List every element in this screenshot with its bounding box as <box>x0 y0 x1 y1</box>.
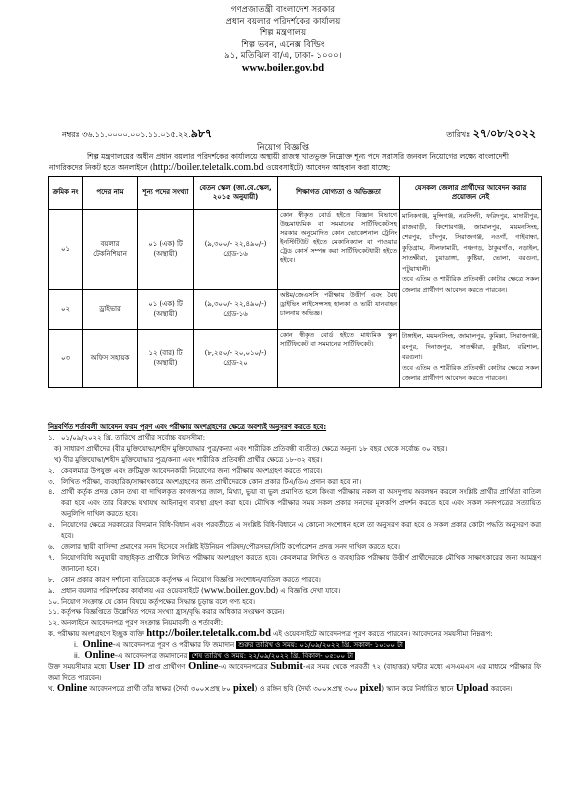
term-number: ১২. <box>48 619 60 628</box>
col-post: পদের নাম <box>83 177 138 210</box>
term-text: খ) বীর মুক্তিযোদ্ধা/শহীদ মুক্তিযোদ্ধার পুত্র/কন্যা এবং শারীরিক প্রতিবন্ধী প্রার্থীর ক্ষেত্রে ১৮-৩২ বছর। <box>54 455 323 464</box>
districts-cell-1-2 <box>400 210 542 330</box>
row-scale: (৯,৩০০/- ২২,৪৯০/-) গ্রেড-১৬ <box>194 210 278 290</box>
building-name: শিল্প ভবন, এনেক্স বিল্ডিং <box>241 39 325 50</box>
userid-text: উক্ত সময়সীমার মধ্যে <box>48 662 110 671</box>
term-number: ১০. <box>48 597 60 606</box>
col-scale: বেতন স্কেল (জা.বে.স্কেল, ২০১৫ অনুযায়ী) <box>194 177 278 210</box>
term-item <box>48 433 541 444</box>
row-qualification: অষ্টম/জেএসসি পরীক্ষায় উত্তীর্ণ এবং বৈধ ড্রাইভিং লাইসেন্সসহ হালকা ও ভারী যানবাহন চালনায় অভিজ্ঞ। <box>278 290 400 330</box>
term-number: ৭. <box>48 553 55 562</box>
table-header-row <box>49 177 542 210</box>
kha-text: আবেদনপত্রে প্রার্থী তাঁর স্বাক্ষর (দৈর্ঘ্য ৩০০×প্রস্থ ৮০ <box>87 684 233 693</box>
row-vacancy: ০১ (এক) টি (অস্থায়ী) <box>138 290 194 330</box>
online-word: Online <box>82 639 113 651</box>
term-number: ৮. <box>48 575 55 584</box>
term-text <box>61 586 541 597</box>
pixel-word: pixel <box>359 682 382 694</box>
districts-note: তবে এতিম ও শারীরিক প্রতিবন্ধী কোটার ক্ষেত্রে সকল জেলার প্রার্থীগণ আবেদন করতে পারবেন। <box>402 275 539 294</box>
website-link[interactable]: www.boiler.gov.bd <box>241 62 325 74</box>
term-number: ৯. <box>48 586 55 595</box>
term-text: কেবলমাত্র উপযুক্ত এবং ক্রটিমুক্ত আবেদনকারী নিয়োগের জন্য পরীক্ষায় অংশগ্রহণ করতে পারবে। <box>61 466 323 475</box>
term-text: কোন প্রকার কারণ দর্শানো ব্যতিরেকে কর্তৃপক্ষ এ নিয়োগ বিজ্ঞপ্তি সংশোধন/বাতিল করতে পারবে। <box>61 575 321 584</box>
term-text: নিয়োগবিধি অনুযায়ী বাছাইকৃত প্রার্থীকে লিখিত পরীক্ষায় অংশগ্রহণ করতে হবে। কেবলমাত্র লিখিত ও ব্যবহারিক পরীক্ষায় উত্তীর্ণ প্রার্থীদেরকে মৌখিক সাক্ষাৎকারের জন্য আমন্ত্রণ জানানো হবে। <box>61 553 541 573</box>
districts-note: তবে এতিম ও শারীরিক প্রতিবন্ধী কোটার ক্ষেত্রে সকল জেলার প্রার্থীগণ আবেদন করতে পারবেন। <box>402 363 539 382</box>
pixel-word: pixel <box>232 682 255 694</box>
schedule-text: -এ আবেদনপত্র পূরণ ও পরীক্ষার ফি জমাদান <box>112 641 235 650</box>
row-scale: (৯,৩০০/- ২২,৪৯০/-) গ্রেড-১৬ <box>194 290 278 330</box>
term-text: ০১/০৯/২০২২ খ্রি. তারিখে প্রার্থীর সর্বোচ্চ বয়সসীমা: <box>61 433 206 442</box>
term-text: নিয়োগ সংক্রান্ত যে কোন বিষয়ে কর্তৃপক্ষের সিদ্ধান্ত চূড়ান্ত বলে গণ্য হবে। <box>61 597 255 606</box>
col-vacancy: শূন্য পদের সংখ্যা <box>138 177 194 210</box>
kha-text: ) স্ক্যান করে নির্ধারিত স্থানে <box>381 684 456 693</box>
date-value: ২৭/০৮/২০২২ <box>472 128 536 140</box>
term-item <box>48 586 541 597</box>
term-item <box>48 597 541 608</box>
row-serial: ০২ <box>49 290 83 330</box>
term-item <box>48 542 541 553</box>
kha-text: করবেন। <box>488 684 513 693</box>
teletalk-link[interactable]: http://boiler.teletalk.com.bd <box>146 628 271 640</box>
term-subitem <box>48 444 541 455</box>
term-text: ক) সাধারণ প্রার্থীদের (বীর মুক্তিযোদ্ধা/শহীদ মুক্তিযোদ্ধার পুত্র/কন্যা এবং শারীরিক প্রতিবন্ধী ব্যতীত) ক্ষেত্রে অনুন্য ১৮ বছর থেকে সর্বোচ্চ ৩০ বছর। <box>54 444 448 453</box>
submit-word: Submit <box>270 660 303 672</box>
schedule-label: i. <box>74 641 79 650</box>
schedule-text: -এ আবেদনপত্র জমাদানের <box>114 652 188 661</box>
memo-label: নম্বরঃ ৩৬.১১.০০০০.০০১.১১.০১৫.২২. <box>62 130 191 139</box>
ka-text-a: ক. পরীক্ষায় অংশগ্রহণে ইচ্ছুক ব্যক্তি <box>48 630 147 639</box>
row-scale: (৮,২৫০/- ২০,০১০/-) গ্রেড-২০ <box>194 330 278 388</box>
row-qualification: কোন স্বীকৃত বোর্ড হইতে বিজ্ঞান বিভাগে উচ্চমাধ্যমিক বা সমমানের সার্টিফিকেটসহ সরকার অনুমোদিত কোন ভোকেশনাল ট্রেনিং ইনস্টিটিউট হইতে মেকানিক্যাল বা পাওয়ার ট্রেড কোর্স সম্পন্ন করা সার্টিফিকেটধারী হইতে হইবে। <box>278 210 400 290</box>
userid-text: -এর সময় থেকে পরবর্তী ৭২ (বাহাত্তর) ঘন্টার মধ্যে এসএমএস এর মাধ্যমে পরীক্ষার ফি জমা দিতে পারবেন। <box>48 662 541 682</box>
row-serial: ০১ <box>49 210 83 290</box>
row-serial: ০৩ <box>49 330 83 388</box>
term-text: কর্তৃপক্ষ বিজ্ঞপ্তিতে উল্লেখিত পদের সংখ্যা হ্রাস/বৃদ্ধি করার অধিকার সংরক্ষণ করেন। <box>61 608 285 617</box>
term-item <box>48 477 541 488</box>
term-number: ১. <box>48 433 55 442</box>
term-item <box>48 520 541 542</box>
term-item <box>48 607 541 618</box>
term-text-a: প্রধান বয়লার পরিদর্শকের কার্যালয় এর ওয়েবসাইটে ( <box>61 586 204 595</box>
row-post: ড্রাইভার <box>83 290 138 330</box>
row-vacancy: ০১ (এক) টি (অস্থায়ী) <box>138 210 194 290</box>
online-word: Online <box>56 682 88 694</box>
col-serial: ক্রমিক নং <box>49 177 83 210</box>
terms-heading: নিম্নবর্ণিত শর্তাবলী আবেদন ফরম পূরণ এবং পরীক্ষায় অংশগ্রহণের ক্ষেত্রে অবশ্যই অনুসরণ করতে হবে: <box>48 423 327 431</box>
intro-text-2: ওয়েবসাইটে) আবেদন আহবান করা যাচ্ছে: <box>263 163 391 172</box>
term-item <box>48 553 541 575</box>
header <box>0 5 566 75</box>
term-item <box>48 618 541 629</box>
date-label: তারিখঃ <box>446 130 471 139</box>
schedule-label: ii. <box>74 652 81 661</box>
vacancy-table <box>48 176 542 388</box>
term-number: ৫. <box>48 521 55 530</box>
website-link[interactable]: www.boiler.gov.bd <box>203 585 276 596</box>
userid-word: User ID <box>109 660 145 672</box>
districts-list: টাঙ্গাইল, ময়মনসিংহ, জামালপুর, কুমিল্লা, সিরাজগঞ্জ, রংপুর, দিনাজপুর, সাতক্ষীরা, কুষ্টিয়া, বরিশাল, বরগুনা। <box>402 332 539 361</box>
term-text: জেলার স্থায়ী বাসিন্দা প্রমাণের সনদ হিসেবে সংশ্লিষ্ট ইউনিয়ন পরিষদ/পৌরসভা/সিটি কর্পোরেশন প্রদত্ত সনদ দাখিল করতে হবে। <box>61 542 400 551</box>
office-address: ৯১, মতিঝিল বা/এ, ঢাকা- ১০০০। <box>224 51 342 62</box>
term-text: অনলাইনে আবেদনপত্র পূরণ সংক্রান্ত নিয়মাবলী ও শর্তাবলী: <box>61 619 224 628</box>
term-number: ১১. <box>48 608 60 617</box>
term-number: ৪. <box>48 488 55 497</box>
start-date-highlight: শুরুর তারিখ ও সময়: ০১/০৯/২০২২ খ্রি. সকাল- ১০:০০ টা <box>238 641 403 650</box>
table-row <box>49 330 542 388</box>
govt-name: গণপ্রজাতন্ত্রী বাংলাদেশ সরকার <box>230 5 336 15</box>
col-districts: যেসকল জেলার প্রার্থীদের আবেদন করার প্রয়োজন নেই <box>400 177 542 210</box>
schedule-start <box>48 640 541 651</box>
row-post: অফিস সহায়ক <box>83 330 138 388</box>
userid-paragraph <box>48 662 541 684</box>
office-name: প্রধান বয়লার পরিদর্শকের কার্যালয় <box>225 16 341 27</box>
districts-cell-3 <box>400 330 542 388</box>
kha-text: ) ও রঙ্গিন ছবি (দৈর্ঘ্য ৩০০×প্রস্থ ৩০০ <box>254 684 360 693</box>
term-text: প্রার্থী কর্তৃক প্রদত্ত কোন তথ্য বা দাখিলকৃত কাগজপত্র জাল, মিথ্যা, ভুয়া বা ভুল প্রমাণিত হলে কিংবা পরীক্ষায় নকল বা অসদুপায় অবলম্বন করলে সংশ্লিষ্ট প্রার্থীর প্রার্থিতা বাতিল করা হবে এবং তার বিরুদ্ধে যথাযথ আইনানুগ ব্যবস্থা গ্রহণ করা হবে। মৌখিক পরীক্ষার সময় সকল প্রকার সনদের মূলকপি প্রদর্শন করতে হবে এবং সকল সনদপত্রের সত্যায়িত অনুলিপি দাখিল করতে হবে। <box>61 488 541 519</box>
ka-text-b: এই ওয়েবসাইটে আবেদনপত্র পূরণ করতে পারবেন। আবেদনের সময়সীমা নিম্নরূপ: <box>270 630 493 639</box>
upload-word: Upload <box>455 682 489 694</box>
userid-text: -এ আবেদনপত্রের <box>218 662 271 671</box>
notice-title: নিয়োগ বিজ্ঞপ্তি <box>257 143 309 153</box>
term-subitem <box>48 455 541 466</box>
term-item <box>48 487 541 520</box>
row-vacancy: ১২ (বার) টি (অস্থায়ী) <box>138 330 194 388</box>
end-date-highlight: শেষ তারিখ ও সময়: ২২/০৯/২০২২ খ্রি. বিকাল- ০৫:০০ টা <box>191 652 353 661</box>
upload-paragraph <box>48 684 541 695</box>
intro-text-1: শিল্প মন্ত্রণালয়ের অধীন প্রধান বয়লার পরিদর্শকের কার্যালয়ে অস্থায়ী রাজস্ব খাতভুক্ত নিম্নোক্ত শূন্য পদে সরাসরি জনবল নিয়োগের লক্ষ্যে বাংলাদেশী নাগরিকদের নিকট হতে অনলাইনে ( <box>49 152 509 172</box>
term-text-b: ) এ বিজ্ঞপ্তি দেখা যাবে। <box>275 586 341 595</box>
intro-apply-link[interactable]: http://boiler.teletalk.com.bd <box>152 162 264 173</box>
term-number: ৩. <box>48 477 55 486</box>
districts-list: মানিকগঞ্জ, মুন্সিগঞ্জ, নরসিংদী, ফরিদপুর, মাদারীপুর, রাজবাড়ী, কিশোরগঞ্জ, জামালপুর, ময়মনসিংহ, শেরপুর, চাঁদপুর, সিরাজগঞ্জ, নওগাঁ, গাইবান্ধা, কুড়িগ্রাম, নীলফামারী, পঞ্চগড়, ঠাকুরগাঁও, নড়াইল, সাতক্ষীরা, চুয়াডাঙ্গা, কুষ্টিয়া, ভোলা, বরগুনা, পটুয়াখালী। <box>402 212 539 273</box>
table-row <box>49 210 542 290</box>
online-apply-paragraph <box>48 629 541 640</box>
online-word: Online <box>188 660 219 672</box>
kha-text: খ. <box>48 684 57 693</box>
online-word: Online <box>84 650 115 662</box>
term-number: ২. <box>48 466 55 475</box>
userid-text: প্রাপ্ত প্রার্থীগণ <box>144 662 189 671</box>
ministry-name: শিল্প মন্ত্রণালয় <box>259 28 307 39</box>
term-item <box>48 466 541 477</box>
terms-section <box>48 422 541 695</box>
term-text: লিখিত পরীক্ষা, ব্যবহারিক/সাক্ষাৎকারে অংশগ্রহণের জন্য প্রার্থীদেরকে কোন প্রকার টিএ/ডিএ প্রদান করা হবে না। <box>61 477 362 486</box>
row-qualification: কোন স্বীকৃত বোর্ড হইতে মাধ্যমিক স্কুল সার্টিফিকেট বা সমমানের সার্টিফিকেট। <box>278 330 400 388</box>
row-post: বয়লার টেকনিশিয়ান <box>83 210 138 290</box>
intro-paragraph <box>49 151 539 173</box>
col-qualification: শিক্ষাগত যোগ্যতা ও অভিজ্ঞতা <box>278 177 400 210</box>
term-number: ৬. <box>48 542 55 551</box>
term-text: নিয়োগের ক্ষেত্রে সরকারের বিদ্যমান বিধি-বিধান এবং পরবর্তীতে এ সংশ্লিষ্ট বিধি-বিধানে এ কোনো সংশোধন হলে তা অনুসরণ করা হবে ও সকল প্রকার কোটা পদ্ধতি অনুসরণ করা হবে। <box>61 521 541 541</box>
memo-handwritten-number: ৯৮৭ <box>190 128 213 140</box>
term-item <box>48 575 541 586</box>
